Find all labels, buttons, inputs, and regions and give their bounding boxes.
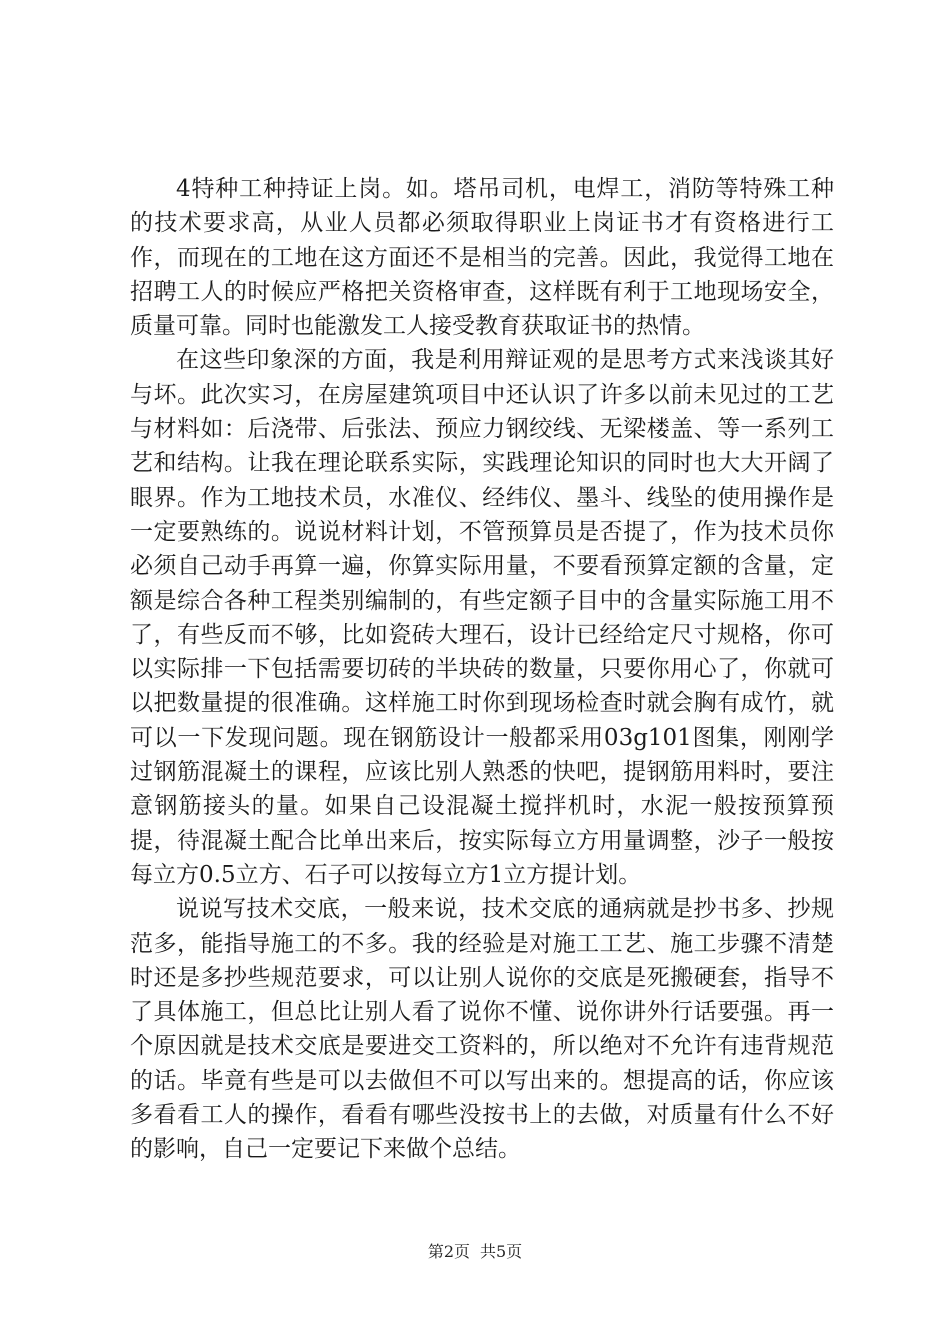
page-number: 第2页 [427, 1242, 470, 1261]
page-total: 共5页 [480, 1242, 523, 1261]
document-body [130, 172, 834, 1167]
paragraph-internship-materials: 在这些印象深的方面，我是利用辩证观的是思考方式来浅谈其好与坏。此次实习，在房屋建筑项目中还认识了许多以前未见过的工艺与材料如：后浇带、后张法、预应力钢绞线、无梁楼盖、等一系列工艺和结构。让我在理论联系实际，实践理论知识的同时也大大开阔了眼界。作为工地技术员，水准仪、经纬仪、墨斗、线坠的使用操作是一定要熟练的。说说材料计划，不管预算员是否提了，作为技术员你必须自己动手再算一遍，你算实际用量，不要看预算定额的含量，定额是综合各种工程类别编制的，有些定额子目中的含量实际施工用不了，有些反而不够，比如瓷砖大理石，设计已经给定尺寸规格，你可以实际排一下包括需要切砖的半块砖的数量，只要你用心了，你就可以把数量提的很准确。这样施工时你到现场检查时就会胸有成竹，就可以一下发现问题。现在钢筋设计一般都采用03g101图集，刚刚学过钢筋混凝土的课程，应该比别人熟悉的快吧，提钢筋用料时，要注意钢筋接头的量。如果自己设混凝土搅拌机时，水泥一般按预算预提，待混凝土配合比单出来后，按实际每立方用量调整，沙子一般按每立方0.5立方、石子可以按每立方1立方提计划。 [130, 347, 834, 888]
paragraph-technical-briefing: 说说写技术交底，一般来说，技术交底的通病就是抄书多、抄规范多，能指导施工的不多。我的经验是对施工工艺、施工步骤不清楚时还是多抄些规范要求，可以让别人说你的交底是死搬硬套，指导不了具体施工，但总比让别人看了说你不懂、说你讲外行话要强。再一个原因就是技术交底是要进交工资料的，所以绝对不允许有违背规范的话。毕竟有些是可以去做但不可以写出来的。想提高的话，你应该多看看工人的操作，看看有哪些没按书上的去做，对质量有什么不好的影响，自己一定要记下来做个总结。 [130, 896, 834, 1163]
paragraph-certification: 4特种工种持证上岗。如。塔吊司机，电焊工，消防等特殊工种的技术要求高，从业人员都必须取得职业上岗证书才有资格进行工作，而现在的工地在这方面还不是相当的完善。因此，我觉得工地在招聘工人的时候应严格把关资格审查，这样既有利于工地现场安全，质量可靠。同时也能激发工人接受教育获取证书的热情。 [130, 176, 834, 340]
page-footer [0, 1242, 950, 1262]
